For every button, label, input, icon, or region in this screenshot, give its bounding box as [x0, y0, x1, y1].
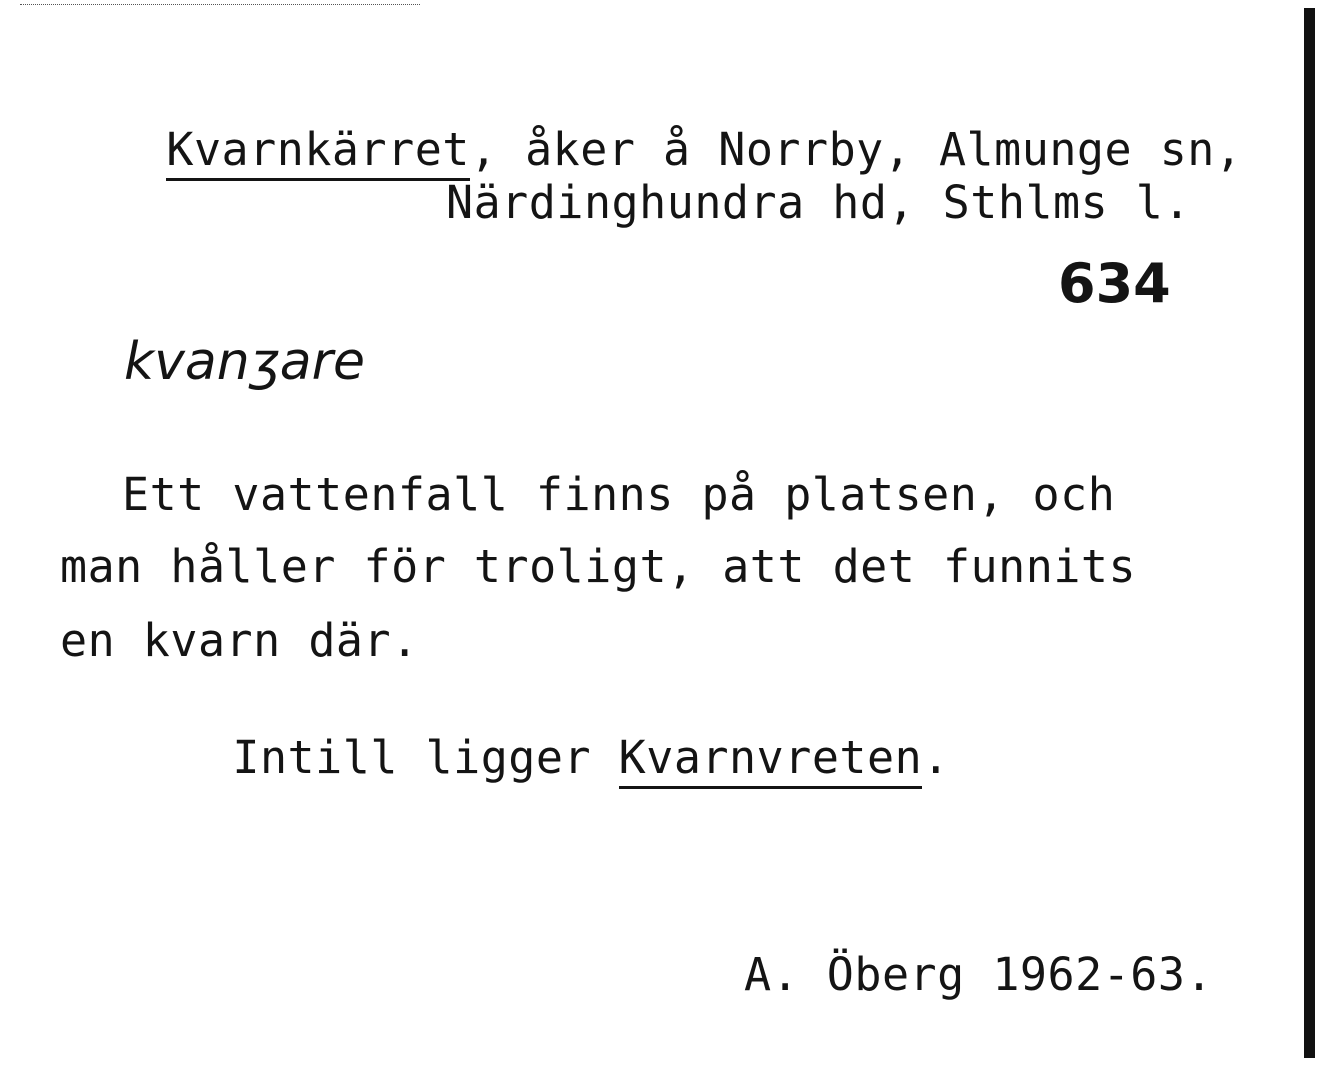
scan-edge-dots	[20, 4, 420, 7]
phonetic-transcription: kvanʒare	[124, 332, 365, 392]
header-line-2: Närdinghundra hd, Sthlms l.	[446, 176, 1191, 229]
body-line-4-suffix: .	[922, 731, 950, 784]
card-number: 634	[1058, 252, 1171, 315]
scan-edge-bar	[1304, 8, 1315, 1058]
header-line-1-rest: , åker å Norrby, Almunge sn,	[469, 123, 1243, 176]
body-line-4-prefix: Intill ligger	[232, 731, 619, 784]
related-place-name: Kvarnvreten	[619, 731, 923, 789]
body-line-1: Ett vattenfall finns på platsen, och	[122, 468, 1116, 521]
place-name: Kvarnkärret	[166, 123, 470, 181]
body-line-4	[122, 690, 950, 825]
body-line-3: en kvarn där.	[60, 614, 419, 667]
body-line-2: man håller för troligt, att det funnits	[60, 540, 1137, 593]
signature: A. Öberg 1962-63.	[744, 948, 1214, 1001]
